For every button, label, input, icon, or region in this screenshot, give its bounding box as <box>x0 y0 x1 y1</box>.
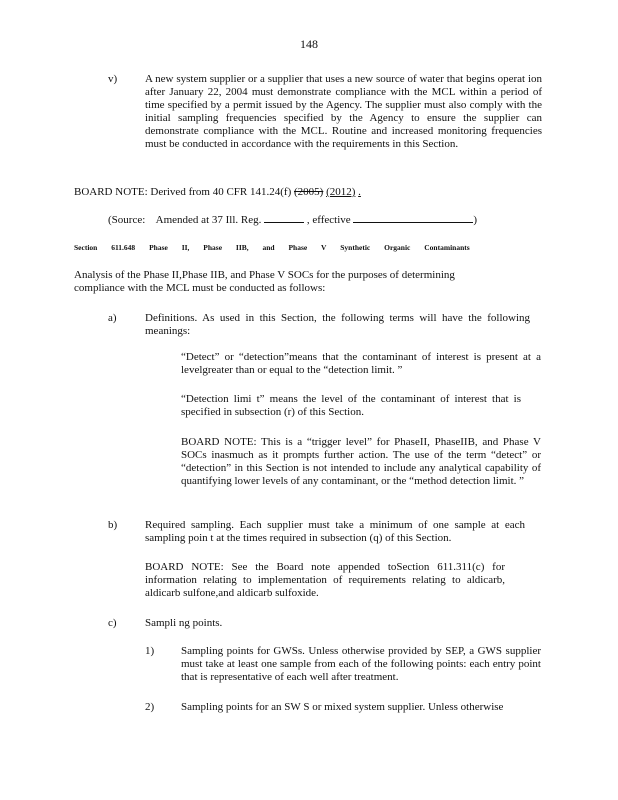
heading-section: Section <box>74 243 98 252</box>
inserted-year: (2012) <box>326 186 356 198</box>
page-number: 148 <box>300 37 318 51</box>
board-note-derived <box>74 186 544 199</box>
heading-word: V <box>320 243 327 252</box>
para-a-text: Definitions. As used in this Section, the following terms will have the following meanings: <box>145 312 530 337</box>
source-label: (Source: <box>108 214 146 226</box>
para-b-marker: b) <box>108 519 118 531</box>
board-note-aldicarb: BOARD NOTE: See the Board note appended toSection 611.311(c) for information relating to implementation of requirements relating to aldicarb, aldicarb sulfone,and aldicarb sulfoxide. <box>145 561 505 599</box>
heading-word: Phase <box>149 243 168 252</box>
para-a-marker: a) <box>108 312 117 324</box>
section-heading <box>74 241 544 254</box>
heading-word: Organic <box>384 243 411 252</box>
effective-label: , effective <box>306 214 351 226</box>
intro-text: Analysis of the Phase II,Phase IIB, and Phase V SOCs for the purposes of determining compliance with the MCL must be conducted as follows: <box>74 269 455 294</box>
board-note-prefix: BOARD NOTE: Derived from 40 CFR 141.24(f) <box>74 186 292 198</box>
amended-label: Amended at 37 Ill. Reg. <box>155 214 262 226</box>
board-note-trigger: BOARD NOTE: This is a “trigger level” for PhaseII, PhaseIIB, and Phase V SOCs inasmuch as it prompts further action. The use of the term “detect” or “detection” in this Section is not intended to include any analytical capability of quantifying lower levels of any contaminant, or the “method detection limit. ” <box>181 436 541 487</box>
deleted-year: (2005) <box>293 186 324 198</box>
heading-word: Phase <box>288 243 308 252</box>
source-close: ) <box>473 214 478 226</box>
para-c-marker: c) <box>108 617 117 629</box>
para-v-text: A new system supplier or a supplier that uses a new source of water that begins operat ion after January 22, 2004 must demonstrate compliance with the MCL within a period of time specified by a permit issued by the Agency. The supplier must also comply with the initial sampling frequencies specified by the Agency to ensure the supplier can demonstrate compliance with the MCL. Routine and increased monitoring frequencies must be conducted in accordance with the requirements in this Section. <box>145 73 542 150</box>
item-1-marker: 1) <box>145 645 155 657</box>
item-2-text: Sampling points for an SW S or mixed system supplier. Unless otherwise <box>181 701 504 713</box>
item-1-text: Sampling points for GWSs. Unless otherwise provided by SEP, a GWS supplier must take at least one sample from each of the following points: each entry point that is representative of each well after treatment. <box>181 645 541 683</box>
heading-word: Phase <box>203 243 223 252</box>
reg-page-blank <box>264 213 304 223</box>
para-b-text: Required sampling. Each supplier must take a minimum of one sample at each sampling poin t at the times required in subsection (q) of this Section. <box>145 519 525 544</box>
heading-word: Synthetic <box>340 243 371 252</box>
item-2-marker: 2) <box>145 701 155 713</box>
heading-word: and <box>262 243 275 252</box>
heading-word: II, <box>181 243 190 252</box>
effective-date-blank <box>353 213 473 223</box>
board-note-suffix: . <box>358 186 361 198</box>
heading-number: 611.648 <box>111 243 136 252</box>
para-c-title: Sampli ng points. <box>145 617 223 629</box>
heading-word: IIB, <box>235 243 249 252</box>
heading-word: Contaminants <box>424 243 470 252</box>
para-v-marker: v) <box>108 73 118 85</box>
source-line <box>108 213 548 227</box>
definition-detection-limit: “Detection limi t” means the level of the contaminant of interest that is specified in subsection (r) of this Section. <box>181 393 521 418</box>
definition-detect: “Detect” or “detection”means that the contaminant of interest is present at a levelgreater than or equal to the “detection limit. ” <box>181 351 541 376</box>
